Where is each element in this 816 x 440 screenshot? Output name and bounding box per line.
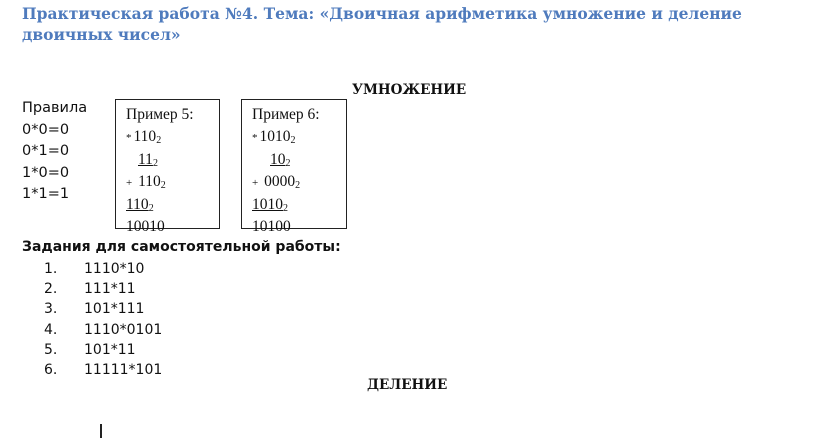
example-6-operand2: $10_2$ — [270, 151, 291, 169]
plus-sign: + — [252, 176, 259, 189]
tasks-heading: Задания для самостоятельной работы: — [22, 239, 341, 255]
example-5-partial1: + $110_2$ — [126, 172, 166, 191]
example-5-box — [115, 99, 220, 235]
example-6-operand1: * $1010_2$ — [252, 127, 296, 146]
rule-item: 1*1=1 — [22, 186, 70, 202]
multiplication-heading: УМНОЖЕНИЕ — [352, 82, 467, 98]
example-6-box — [241, 99, 347, 235]
page-title: Практическая работа №4. Тема: «Двоичная арифметика умножение и деление двоичных чисел» — [22, 4, 742, 44]
multiply-sign: * — [126, 131, 132, 144]
plus-sign: + — [126, 176, 133, 189]
list-item: 4. 1110*0101 — [44, 321, 163, 338]
rules-block — [22, 98, 87, 206]
example-5-result: 10010 — [126, 217, 165, 235]
example-5-partial2: $110_2$ — [126, 196, 154, 214]
example-5-operand2: $11_2$ — [138, 151, 158, 169]
example-5-operand1: * $110_2$ — [126, 127, 162, 146]
multiply-sign: * — [252, 131, 258, 144]
rule-item: 1*0=0 — [22, 164, 70, 181]
tasks-list — [44, 259, 162, 380]
example-6-result: 10100 — [252, 217, 291, 235]
rules-label: Правила — [22, 100, 88, 116]
list-item: 3. 101*111 — [44, 301, 145, 318]
division-heading: ДЕЛЕНИЕ — [367, 377, 448, 393]
example-5-title: Пример 5: — [126, 106, 194, 123]
rule-item: 0*0=0 — [22, 121, 70, 138]
text-cursor[interactable] — [100, 424, 102, 438]
list-item: 6. 11111*101 — [44, 362, 163, 379]
example-6-partial1: + $0000_2$ — [252, 172, 301, 191]
example-6-title: Пример 6: — [252, 106, 320, 123]
list-item: 2. 111*11 — [44, 281, 136, 298]
example-6-partial2: $1010_2$ — [252, 196, 288, 214]
rule-item: 0*1=0 — [22, 143, 70, 159]
list-item: 1. 1110*10 — [44, 261, 145, 277]
list-item: 5. 101*11 — [44, 341, 136, 358]
